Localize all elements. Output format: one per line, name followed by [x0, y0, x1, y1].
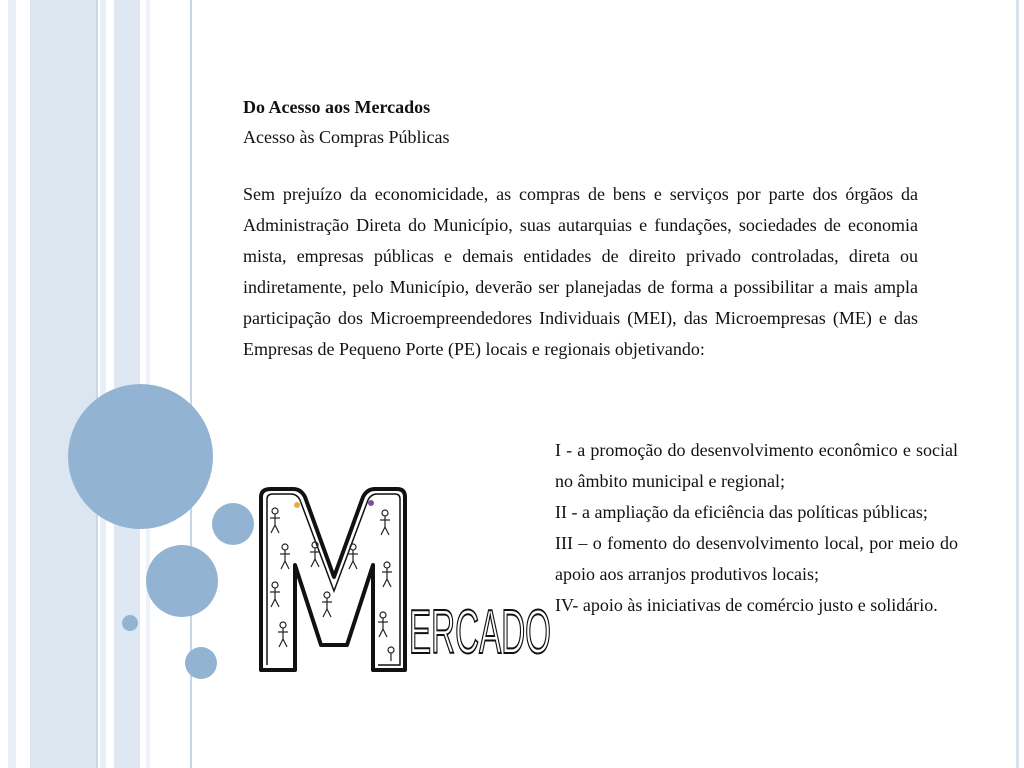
list-item: II - a ampliação da eficiência das políticas públicas;: [555, 502, 928, 522]
right-edge-line: [1016, 0, 1019, 768]
stripe: [100, 0, 106, 768]
stripe: [30, 0, 96, 768]
decorative-circle: [122, 615, 138, 631]
stripe: [96, 0, 98, 768]
stripe: [8, 0, 16, 768]
section-title: Do Acesso aos Mercados: [243, 97, 431, 117]
decorative-stripes: [0, 0, 200, 768]
decorative-circle: [185, 647, 217, 679]
main-content: [243, 92, 918, 365]
body-paragraph: Sem prejuízo da economicidade, as compras de bens e serviços por parte dos órgãos da Administração Direta do Município, suas autarquias e fundações, sociedades de economia mista, empresas públicas e demais entidades de direito privado controladas, direta ou indiretamente, pelo Município, deverão ser planejadas de forma a possibilitar a mais ampla participação dos Microempreendedores Individuais (MEI), das Microempresas (ME) e das Empresas de Pequeno Porte (PE) locais e regionais objetivando:: [243, 184, 918, 359]
decorative-circle: [68, 384, 213, 529]
list-item: III – o fomento do desenvolvimento local, por meio do apoio aos arranjos produtivos locais;: [555, 533, 958, 584]
list-item: I - a promoção do desenvolvimento econômico e social no âmbito municipal e regional;: [555, 440, 958, 491]
list-item: IV- apoio às iniciativas de comércio justo e solidário.: [555, 595, 938, 615]
decorative-circle: [212, 503, 254, 545]
svg-text:ERCADO: ERCADO: [409, 598, 551, 667]
decorative-circle: [146, 545, 218, 617]
objectives-list: [555, 435, 958, 621]
mercado-logo-icon: [255, 485, 555, 680]
section-subtitle: Acesso às Compras Públicas: [243, 127, 450, 147]
